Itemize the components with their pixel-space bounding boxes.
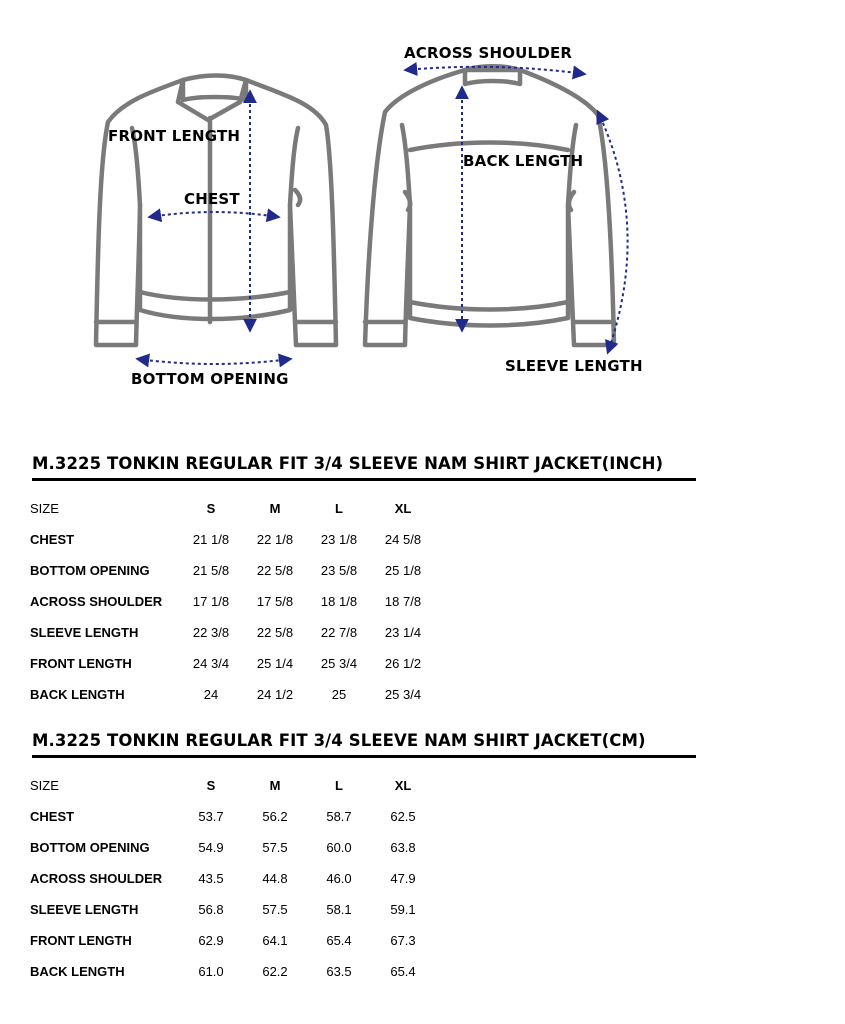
cell-s: 21 5/8 (192, 563, 230, 578)
cell-m: 62.2 (262, 964, 288, 979)
header-m: M (269, 501, 281, 516)
front-length-label: FRONT LENGTH (108, 127, 241, 145)
front-jacket-outline (96, 76, 336, 346)
cell-xl: 24 5/8 (384, 532, 422, 547)
cell-l: 58.7 (326, 809, 352, 824)
cell-xl: 26 1/2 (384, 656, 422, 671)
cell-s: 21 1/8 (192, 532, 230, 547)
back-jacket-outline (365, 66, 614, 345)
header-xl: XL (394, 778, 412, 793)
cell-s: 24 (203, 687, 219, 702)
row-name: SLEEVE LENGTH (30, 902, 139, 917)
table-row (0, 625, 845, 645)
cell-xl: 25 3/4 (384, 687, 422, 702)
cell-xl: 47.9 (390, 871, 416, 886)
cell-l: 65.4 (326, 933, 352, 948)
row-name: BACK LENGTH (30, 964, 125, 979)
table-row (0, 840, 845, 860)
bottom-opening-arrow (138, 359, 290, 364)
row-name: ACROSS SHOULDER (30, 871, 163, 886)
table-row (0, 656, 845, 676)
cell-m: 57.5 (262, 902, 288, 917)
cell-xl: 23 1/4 (384, 625, 422, 640)
header-s: S (206, 778, 216, 793)
header-s: S (206, 501, 216, 516)
cell-m: 64.1 (262, 933, 288, 948)
cell-s: 24 3/4 (192, 656, 230, 671)
table-row (0, 933, 845, 953)
cell-xl: 18 7/8 (384, 594, 422, 609)
back-length-label: BACK LENGTH (463, 152, 584, 170)
header-size: SIZE (30, 501, 59, 516)
cell-l: 25 3/4 (320, 656, 358, 671)
table-row (0, 532, 845, 552)
table-row (0, 809, 845, 829)
chest-label: CHEST (184, 190, 240, 208)
cell-l: 60.0 (326, 840, 352, 855)
cell-m: 57.5 (262, 840, 288, 855)
table-title-cm: M.3225 TONKIN REGULAR FIT 3/4 SLEEVE NAM SHIRT JACKET(CM) (32, 731, 646, 750)
row-name: FRONT LENGTH (30, 933, 132, 948)
table-row (0, 964, 845, 984)
cell-m: 25 1/4 (256, 656, 294, 671)
row-name: BOTTOM OPENING (30, 563, 150, 578)
header-l: L (335, 778, 343, 793)
jacket-diagram-svg (0, 0, 845, 420)
cell-l: 46.0 (326, 871, 352, 886)
cell-m: 22 1/8 (256, 532, 294, 547)
bottom-opening-label: BOTTOM OPENING (131, 370, 289, 388)
cell-l: 25 (331, 687, 347, 702)
cell-s: 22 3/8 (192, 625, 230, 640)
row-name: FRONT LENGTH (30, 656, 132, 671)
header-size: SIZE (30, 778, 59, 793)
sleeve-length-label: SLEEVE LENGTH (505, 357, 643, 375)
title-rule-inch (32, 478, 696, 481)
cell-m: 22 5/8 (256, 563, 294, 578)
cell-l: 63.5 (326, 964, 352, 979)
title-rule-cm (32, 755, 696, 758)
cell-s: 43.5 (198, 871, 224, 886)
table-row (0, 687, 845, 707)
cell-s: 53.7 (198, 809, 224, 824)
cell-l: 23 1/8 (320, 532, 358, 547)
table-header-row (0, 778, 845, 798)
cell-xl: 59.1 (390, 902, 416, 917)
row-name: SLEEVE LENGTH (30, 625, 139, 640)
table-title-inch: M.3225 TONKIN REGULAR FIT 3/4 SLEEVE NAM SHIRT JACKET(INCH) (32, 454, 664, 473)
table-row (0, 902, 845, 922)
across-shoulder-label: ACROSS SHOULDER (404, 44, 573, 62)
cell-l: 18 1/8 (320, 594, 358, 609)
cell-s: 62.9 (198, 933, 224, 948)
cell-xl: 63.8 (390, 840, 416, 855)
cell-m: 56.2 (262, 809, 288, 824)
header-m: M (269, 778, 281, 793)
cell-m: 17 5/8 (256, 594, 294, 609)
cell-l: 23 5/8 (320, 563, 358, 578)
table-row (0, 871, 845, 891)
chest-arrow (150, 212, 278, 217)
cell-s: 54.9 (198, 840, 224, 855)
cell-l: 58.1 (326, 902, 352, 917)
row-name: CHEST (30, 532, 75, 547)
cell-m: 44.8 (262, 871, 288, 886)
table-header-row (0, 501, 845, 521)
cell-m: 22 5/8 (256, 625, 294, 640)
cell-s: 56.8 (198, 902, 224, 917)
cell-xl: 65.4 (390, 964, 416, 979)
table-row (0, 563, 845, 583)
cell-s: 17 1/8 (192, 594, 230, 609)
header-l: L (335, 501, 343, 516)
cell-l: 22 7/8 (320, 625, 358, 640)
cell-xl: 67.3 (390, 933, 416, 948)
row-name: BACK LENGTH (30, 687, 125, 702)
header-xl: XL (394, 501, 412, 516)
table-row (0, 594, 845, 614)
measurement-diagram (0, 0, 845, 420)
cell-m: 24 1/2 (256, 687, 294, 702)
cell-xl: 25 1/8 (384, 563, 422, 578)
cell-xl: 62.5 (390, 809, 416, 824)
cell-s: 61.0 (198, 964, 224, 979)
row-name: BOTTOM OPENING (30, 840, 150, 855)
row-name: ACROSS SHOULDER (30, 594, 163, 609)
row-name: CHEST (30, 809, 75, 824)
